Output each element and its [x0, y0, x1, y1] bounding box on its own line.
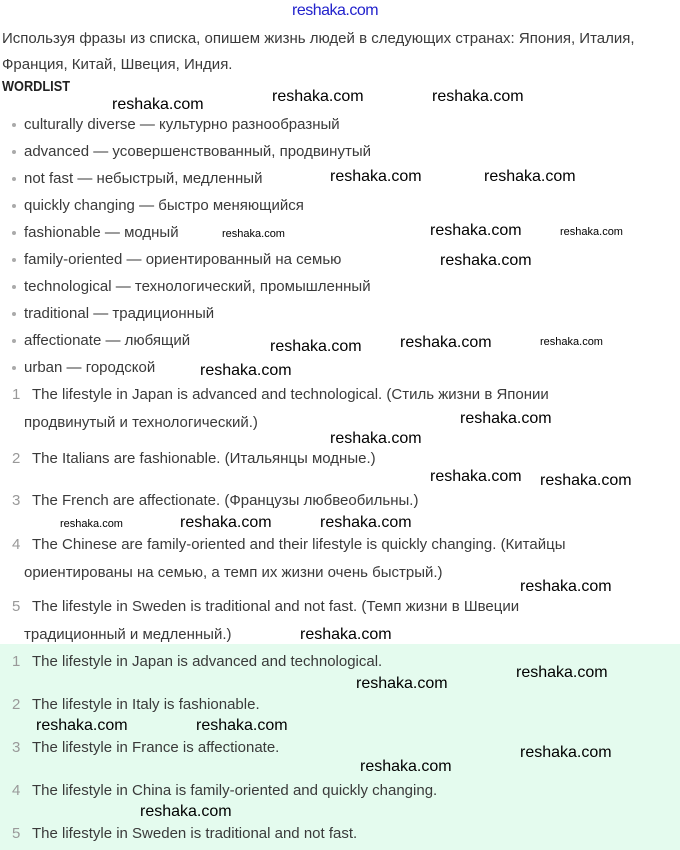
- wordlist-item: [12, 143, 371, 160]
- wordlist-item: [12, 197, 304, 214]
- watermark: reshaka.com: [36, 717, 128, 734]
- watermark: reshaka.com: [540, 472, 632, 489]
- item-number: 2: [12, 450, 21, 467]
- answer-item: [12, 450, 376, 467]
- answer-item: [12, 536, 565, 553]
- summary-text: The lifestyle in France is affectionate.: [32, 739, 280, 756]
- answer-text: The French are affectionate. (Французы любвеобильны.): [32, 492, 419, 509]
- bullet-icon: [12, 366, 16, 370]
- watermark: reshaka.com: [430, 468, 522, 485]
- bullet-icon: [12, 285, 16, 289]
- wordlist-text: quickly changing — быстро меняющийся: [24, 197, 304, 214]
- wordlist-item: [12, 170, 262, 187]
- item-number: 2: [12, 696, 21, 713]
- item-number: 1: [12, 653, 21, 670]
- watermark: reshaka.com: [432, 88, 524, 105]
- site-logo[interactable]: reshaka.com: [292, 2, 379, 19]
- wordlist-text: technological — технологический, промышленный: [24, 278, 371, 295]
- watermark: reshaka.com: [430, 222, 522, 239]
- watermark: reshaka.com: [270, 338, 362, 355]
- bullet-icon: [12, 204, 16, 208]
- watermark: reshaka.com: [440, 252, 532, 269]
- watermark: reshaka.com: [200, 362, 292, 379]
- watermark: reshaka.com: [360, 758, 452, 775]
- summary-item: [12, 782, 437, 799]
- watermark: reshaka.com: [112, 96, 204, 113]
- summary-item: [12, 825, 357, 842]
- watermark: reshaka.com: [460, 410, 552, 427]
- summary-item: [12, 696, 260, 713]
- watermark: reshaka.com: [320, 514, 412, 531]
- bullet-icon: [12, 231, 16, 235]
- watermark: reshaka.com: [330, 168, 422, 185]
- wordlist-item: [12, 251, 341, 268]
- answer-continuation: традиционный и медленный.): [24, 626, 232, 643]
- watermark: reshaka.com: [540, 336, 603, 348]
- summary-text: The lifestyle in Italy is fashionable.: [32, 696, 260, 713]
- item-number: 5: [12, 825, 21, 842]
- wordlist-text: traditional — традиционный: [24, 305, 215, 322]
- watermark: reshaka.com: [400, 334, 492, 351]
- wordlist-text: not fast — небыстрый, медленный: [24, 170, 263, 187]
- wordlist-text: affectionate — любящий: [24, 332, 191, 349]
- answer-text: The Chinese are family-oriented and their lifestyle is quickly changing. (Китайцы: [32, 536, 566, 553]
- summary-text: The lifestyle in Sweden is traditional and not fast.: [32, 825, 358, 842]
- watermark: reshaka.com: [520, 744, 612, 761]
- wordlist-item: [12, 278, 371, 295]
- watermark: reshaka.com: [140, 803, 232, 820]
- answer-item: [12, 386, 549, 403]
- watermark: reshaka.com: [356, 675, 448, 692]
- answer-text: The Italians are fashionable. (Итальянцы модные.): [32, 450, 376, 467]
- watermark: reshaka.com: [330, 430, 422, 447]
- item-number: 1: [12, 386, 21, 403]
- answer-text: The lifestyle in Japan is advanced and technological. (Стиль жизни в Японии: [32, 386, 549, 403]
- bullet-icon: [12, 150, 16, 154]
- item-number: 4: [12, 536, 21, 553]
- wordlist-title: WORDLIST: [2, 78, 70, 95]
- watermark: reshaka.com: [560, 226, 623, 238]
- summary-item: [12, 653, 382, 670]
- answer-continuation: ориентированы на семью, а темп их жизни очень быстрый.): [24, 564, 443, 581]
- wordlist-text: family-oriented — ориентированный на семью: [24, 251, 342, 268]
- wordlist-item: [12, 224, 179, 241]
- bullet-icon: [12, 177, 16, 181]
- bullet-icon: [12, 339, 16, 343]
- item-number: 3: [12, 739, 21, 756]
- wordlist-text: culturally diverse — культурно разнообразный: [24, 116, 340, 133]
- item-number: 3: [12, 492, 21, 509]
- answer-item: [12, 492, 418, 509]
- summary-text: The lifestyle in China is family-oriented and quickly changing.: [32, 782, 438, 799]
- wordlist-text: fashionable — модный: [24, 224, 179, 241]
- watermark: reshaka.com: [196, 717, 288, 734]
- task-intro: Используя фразы из списка, опишем жизнь людей в следующих странах: Япония, Италия, Франция, Китай, Швеция, Индия.: [2, 30, 635, 73]
- answer-item: [12, 598, 519, 615]
- watermark: reshaka.com: [484, 168, 576, 185]
- watermark: reshaka.com: [272, 88, 364, 105]
- watermark: reshaka.com: [520, 578, 612, 595]
- item-number: 5: [12, 598, 21, 615]
- watermark: reshaka.com: [222, 228, 285, 240]
- wordlist-item: [12, 116, 340, 133]
- watermark: reshaka.com: [180, 514, 272, 531]
- answer-continuation: продвинутый и технологический.): [24, 414, 258, 431]
- bullet-icon: [12, 123, 16, 127]
- wordlist-item: [12, 332, 190, 349]
- wordlist-text: advanced — усовершенствованный, продвинутый: [24, 143, 371, 160]
- wordlist-item: [12, 305, 214, 322]
- watermark: reshaka.com: [300, 626, 392, 643]
- bullet-icon: [12, 312, 16, 316]
- summary-item: [12, 739, 279, 756]
- summary-text: The lifestyle in Japan is advanced and technological.: [32, 653, 383, 670]
- wordlist-text: urban — городской: [24, 359, 156, 376]
- bullet-icon: [12, 258, 16, 262]
- item-number: 4: [12, 782, 21, 799]
- watermark: reshaka.com: [60, 518, 123, 530]
- wordlist-item: [12, 359, 155, 376]
- watermark: reshaka.com: [516, 664, 608, 681]
- answer-text: The lifestyle in Sweden is traditional and not fast. (Темп жизни в Швеции: [32, 598, 520, 615]
